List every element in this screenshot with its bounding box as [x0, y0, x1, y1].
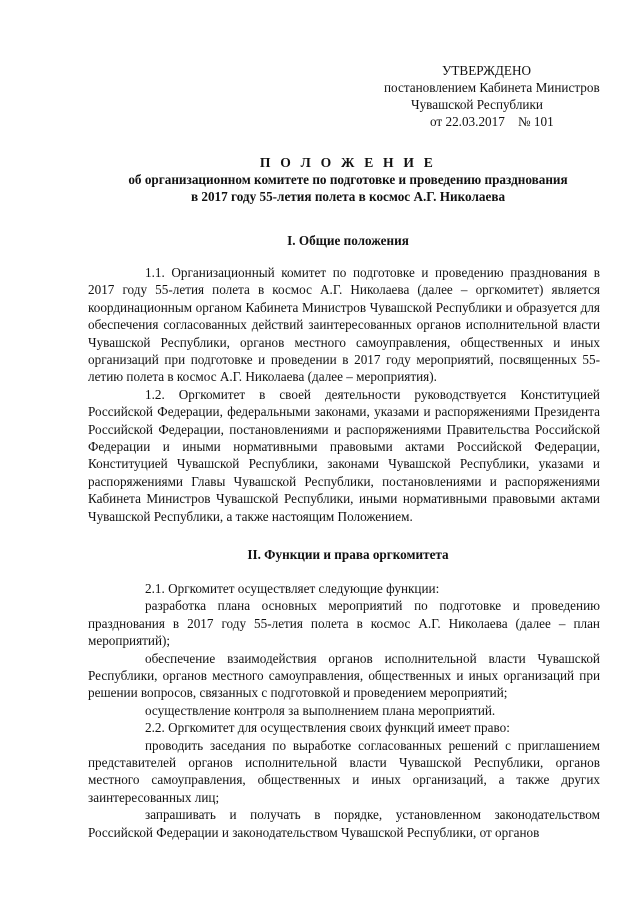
section-2-body [88, 580, 600, 841]
paragraph-2-1-b: обеспечение взаимодействия органов исполнительной власти Чувашской Республики, органов местного самоуправления, общественных и иных организаций при решении вопросов, связанных с подготовкой и проведением мероприятий; [88, 650, 600, 701]
paragraph-2-2-a: проводить заседания по выработке согласованных решений с приглашением представителей органов исполнительной власти Чувашской Республики, органов местного самоуправления, общественных и иных организаций, а также других заинтересованных лиц; [88, 737, 600, 805]
title-subtitle-2: в 2017 году 55-летия полета в космос А.Г. Николаева [190, 189, 506, 204]
paragraph-2-1-c: осуществление контроля за выполнением плана мероприятий. [145, 702, 496, 718]
section-2-heading: II. Функции и права оргкомитета [247, 547, 449, 562]
approval-line-1: постановлением Кабинета Министров [384, 80, 600, 95]
section-1-body [88, 264, 600, 525]
paragraph-1-1: 1.1. Организационный комитет по подготовке и проведению празднования в 2017 году 55-летия полета в космос А.Г. Николаева (далее – оргкомитет) является координационным органом Кабинета Министров Чувашской Республики и образуется для обеспечения согласованных действий заинтересованных органов исполнительной власти Чувашской Республики, органов местного самоуправления, общественных и иных организаций при подготовке и проведении в 2017 году мероприятий, посвященных 55-летию полета в космос А.Г. Николаева (далее – мероприятия). [88, 265, 600, 385]
paragraph-2-2: 2.2. Оргкомитет для осуществления своих функций имеет право: [145, 720, 510, 736]
title-subtitle-1: об организационном комитете по подготовке и проведению празднования [128, 172, 568, 187]
approval-stamp [364, 62, 614, 130]
paragraph-2-2-b: запрашивать и получать в порядке, установленном законодательством Российской Федерации и законодательством Чувашской Республики, от органов [88, 807, 600, 840]
approval-heading: УТВЕРЖДЕНО [442, 63, 532, 78]
paragraph-2-1-a: разработка плана основных мероприятий по подготовке и проведению празднования в 2017 году 55-летия полета в космос А.Г. Николаева (далее – план мероприятий); [88, 598, 600, 649]
paragraph-1-2: 1.2. Оргкомитет в своей деятельности руководствуется Конституцией Российской Федерации, федеральными законами, указами и распоряжениями Президента Российской Федерации, постановлениями и распоряжениями Правительства Российской Федерации и иными нормативными правовыми актами Российской Федерации, Конституцией Чувашской Республики, законами Чувашской Республики, указами и распоряжениями Главы Чувашской Республики, постановлениями и распоряжениями Кабинета Министров Чувашской Республики, иными нормативными правовыми актами Чувашской Республики, а также настоящим Положением. [88, 386, 600, 524]
section-1-heading: I. Общие положения [287, 233, 409, 248]
approval-line-2: Чувашской Республики [411, 97, 543, 112]
title-main: П О Л О Ж Е Н И Е [259, 155, 437, 170]
paragraph-2-1: 2.1. Оргкомитет осуществляет следующие функции: [145, 581, 440, 596]
document-title [88, 154, 608, 205]
approval-line-3: от 22.03.2017 № 101 [430, 114, 554, 129]
